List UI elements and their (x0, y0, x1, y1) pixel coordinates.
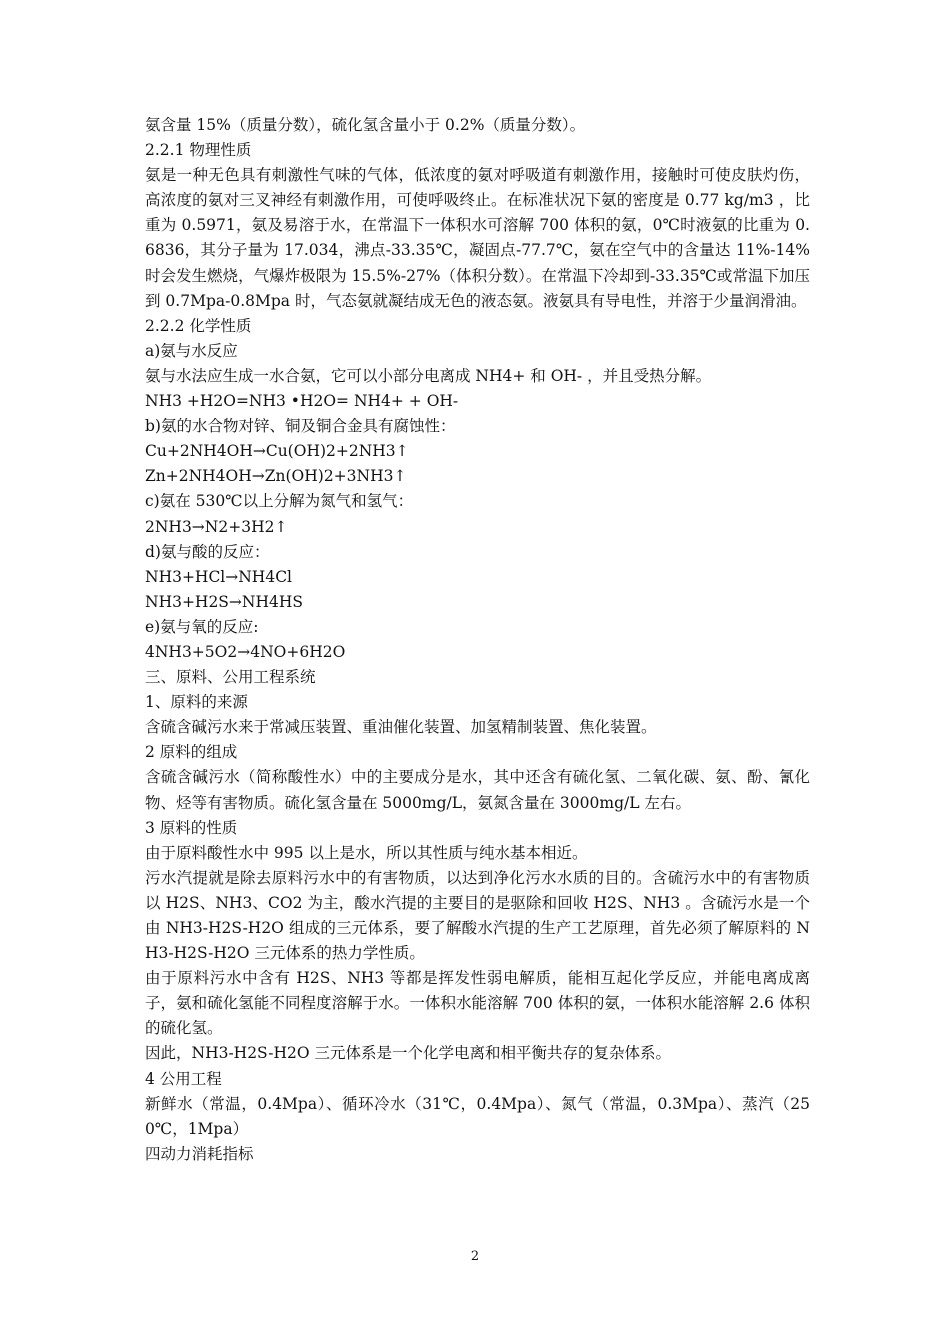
subheading: b)氨的水合物对锌、铜及铜合金具有腐蚀性： (145, 417, 456, 436)
paragraph: 因此，NH3-H2S-H2O 三元体系是一个化学电离和相平衡共存的复杂体系。 (145, 1044, 671, 1063)
equation: 2NH3→N2+3H2↑ (145, 517, 288, 536)
paragraph: 由于原料酸性水中 995 以上是水，所以其性质与纯水基本相近。 (145, 843, 588, 862)
page-number: 2 (470, 1249, 480, 1264)
equation: NH3+H2S→NH4HS (145, 592, 303, 611)
paragraph: 新鲜水（常温，0.4Mpa）、循环冷水（31℃，0.4Mpa）、氮气（常温，0.3Mpa）、蒸汽（250℃，1Mpa） (145, 1094, 810, 1138)
paragraph: 污水汽提就是除去原料污水中的有害物质，以达到净化污水水质的目的。含硫污水中的有害物质以 H2S、NH3、CO2 为主，酸水汽提的主要目的是驱除和回收 H2S、NH3 。含硫污水是一个由 NH3-H2S-H2O 组成的三元体系，要了解酸水汽提的生产工艺原理，首先必须了解原料的 NH3-H2S-H2O 三元体系的热力学性质。 (145, 868, 810, 963)
paragraph: 氨是一种无色具有刺激性气味的气体，低浓度的氨对呼吸道有刺激作用，接触时可使皮肤灼伤，高浓度的氨对三叉神经有刺激作用，可使呼吸终止。在标准状况下氨的密度是 0.77 kg/m3 ，比重为 0.5971，氨及易溶于水，在常温下一体积水可溶解 700 体积的氨，0℃时液氨的比重为 0.6836，其分子量为 17.034，沸点-33.35℃，凝固点-77.7℃，氨在空气中的含量达 11%-14%时会发生燃烧，气爆炸极限为 15.5%-27%（体积分数）。在常温下冷却到-33.35℃或常温下加压到 0.7Mpa-0.8Mpa 时，气态氨就凝结成无色的液态氨。液氨具有导电性，并溶于少量润滑油。 (145, 166, 810, 310)
section-heading: 2 原料的组成 (145, 743, 238, 762)
equation: 4NH3+5O2→4NO+6H2O (145, 642, 346, 661)
paragraph: 含硫含碱污水（简称酸性水）中的主要成分是水，其中还含有硫化氢、二氧化碳、氨、酚、氰化物、烃等有害物质。硫化氢含量在 5000mg/L，氨氮含量在 3000mg/L 左右。 (145, 768, 810, 812)
subheading: a)氨与水反应 (145, 341, 238, 360)
section-heading: 2.2.2 化学性质 (145, 316, 252, 335)
section-heading: 1、原料的来源 (145, 693, 248, 712)
subheading: e)氨与氧的反应: (145, 617, 259, 636)
section-heading: 三、原料、公用工程系统 (145, 668, 316, 687)
section-heading: 3 原料的性质 (145, 818, 238, 837)
paragraph: 氨含量 15%（质量分数），硫化氢含量小于 0.2%（质量分数）。 (145, 116, 586, 134)
equation: Cu+2NH4OH→Cu(OH)2+2NH3↑ (145, 442, 409, 461)
section-heading: 2.2.1 物理性质 (145, 141, 252, 160)
document-body (145, 113, 810, 1167)
paragraph: 由于原料污水中含有 H2S、NH3 等都是挥发性弱电解质，能相互起化学反应，并能电离成离子，氨和硫化氢能不同程度溶解于水。一体积水能溶解 700 体积的氨，一体积水能溶解 2.6 体积的硫化氢。 (145, 969, 810, 1038)
equation: NH3 +H2O=NH3 •H2O= NH4+ + OH- (145, 392, 459, 411)
paragraph: 含硫含碱污水来于常减压装置、重油催化装置、加氢精制装置、焦化装置。 (145, 718, 657, 737)
paragraph: 氨与水法应生成一水合氨，它可以小部分电离成 NH4+ 和 OH- ，并且受热分解。 (145, 366, 712, 385)
subheading: c)氨在 530℃以上分解为氮气和氢气： (145, 492, 414, 511)
section-heading: 四动力消耗指标 (145, 1144, 254, 1163)
equation: NH3+HCl→NH4Cl (145, 567, 293, 586)
equation: Zn+2NH4OH→Zn(OH)2+3NH3↑ (145, 467, 407, 486)
subheading: d)氨与酸的反应： (145, 542, 270, 561)
section-heading: 4 公用工程 (145, 1069, 222, 1088)
